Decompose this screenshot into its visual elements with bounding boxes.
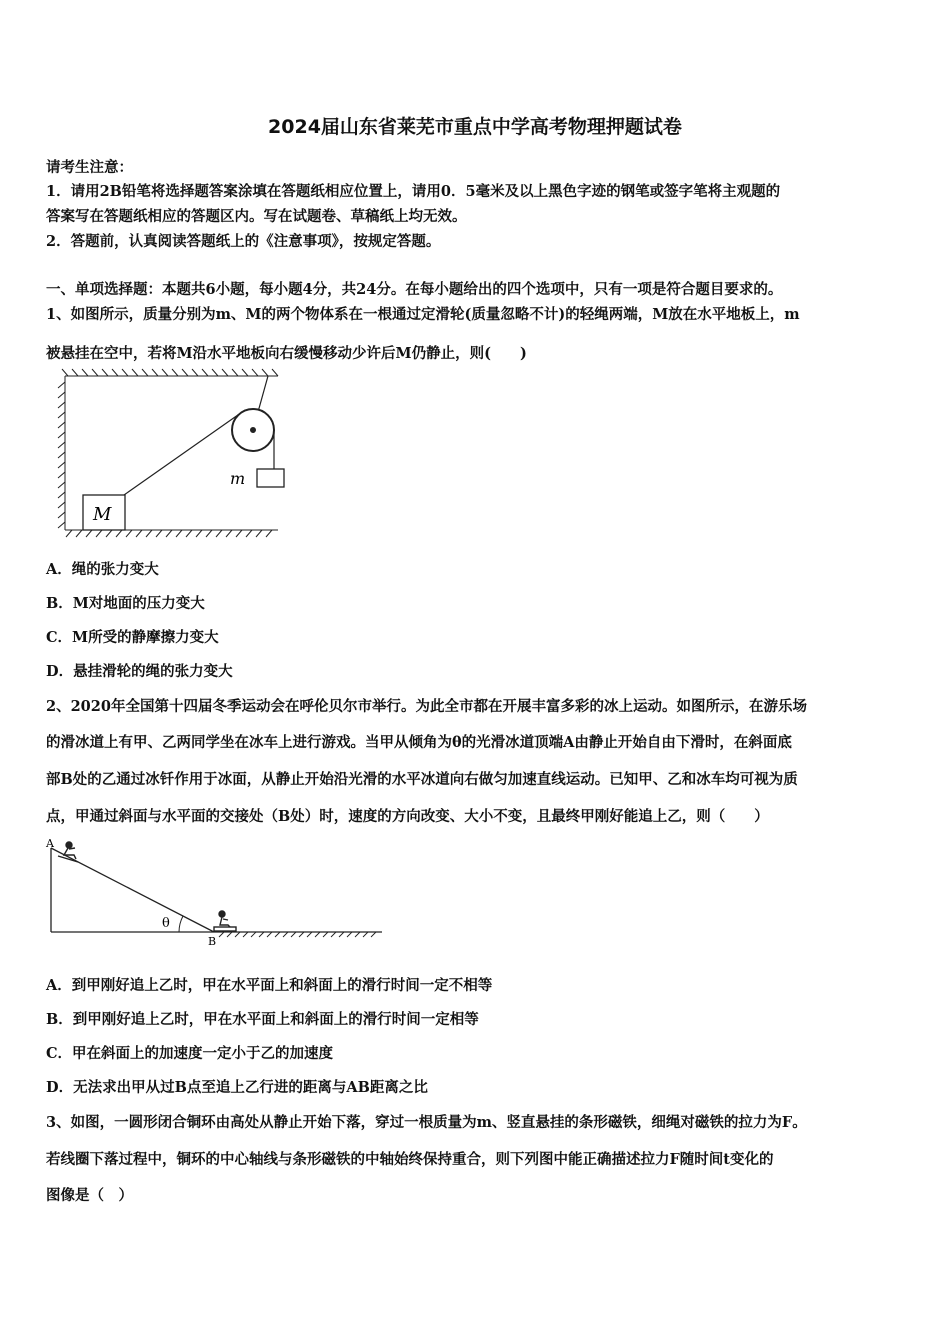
- q1-stem-line-2: 被悬挂在空中，若将M沿水平地板向右缓慢移动少许后M仍静止，则( ): [46, 345, 527, 362]
- q2-figure: [44, 836, 389, 948]
- q2-option-d: D．无法求出甲从过B点至追上乙行进的距离与AB距离之比: [46, 1079, 428, 1096]
- rope-to-M: [124, 410, 245, 495]
- notice-item-2: 2．答题前，认真阅读答题纸上的《注意事项》，按规定答题。: [46, 233, 441, 250]
- q1-option-c: C．M所受的静摩擦力变大: [46, 629, 219, 646]
- sled-person-b-icon: [214, 911, 236, 931]
- notice-heading: 请考生注意：: [46, 159, 133, 176]
- label-M: M: [93, 504, 112, 525]
- q3-stem-line-1: 3、如图，一圆形闭合铜环由高处从静止开始下落，穿过一根质量为m、竖直悬挂的条形磁铁，细绳对磁铁的拉力为F。: [46, 1114, 807, 1131]
- sled-person-a-icon: [58, 842, 78, 862]
- q2-stem-line-2: 的滑冰道上有甲、乙两同学坐在冰车上进行游戏。当甲从倾角为θ的光滑冰道顶端A由静止开始自由下滑时，在斜面底: [46, 734, 792, 751]
- q2-stem-line-1: 2、2020年全国第十四届冬季运动会在呼伦贝尔市举行。为此全市都在开展丰富多彩的冰上运动。如图所示，在游乐场: [46, 698, 807, 715]
- q2-stem-line-3: 部B处的乙通过冰钎作用于冰面，从静止开始沿光滑的水平冰道向右做匀加速直线运动。已知甲、乙和冰车均可视为质: [46, 771, 798, 788]
- q3-stem-line-2: 若线圈下落过程中，铜环的中心轴线与条形磁铁的中轴始终保持重合，则下列图中能正确描述拉力F随时间t变化的: [46, 1151, 774, 1168]
- label-m: m: [230, 469, 246, 488]
- q2-option-b: B．到甲刚好追上乙时，甲在水平面上和斜面上的滑行时间一定相等: [46, 1011, 479, 1028]
- q1-option-b: B．M对地面的压力变大: [46, 595, 205, 612]
- q1-stem-line-1: 1、如图所示，质量分别为m、M的两个物体系在一根通过定滑轮(质量忽略不计)的轻绳两端，M放在水平地板上，m: [46, 306, 800, 323]
- page-title: 2024届山东省莱芜市重点中学高考物理押题试卷: [268, 116, 682, 138]
- angle-arc: [179, 916, 183, 932]
- notice-item-1: 1．请用2B铅笔将选择题答案涂填在答题纸相应位置上，请用0．5毫米及以上黑色字迹的钢笔或签字笔将主观题的: [46, 183, 781, 200]
- q1-option-a: A．绳的张力变大: [46, 561, 159, 578]
- floor: [65, 530, 278, 537]
- notice-item-1-cont: 答案写在答题纸相应的答题区内。写在试题卷、草稿纸上均无效。: [46, 208, 467, 225]
- label-B: B: [208, 935, 217, 948]
- q2-option-a: A．到甲刚好追上乙时，甲在水平面上和斜面上的滑行时间一定不相等: [46, 977, 493, 994]
- q1-figure: [50, 368, 290, 538]
- block-m: [257, 469, 284, 487]
- label-theta: θ: [162, 916, 170, 931]
- q2-option-c: C．甲在斜面上的加速度一定小于乙的加速度: [46, 1045, 334, 1062]
- ceiling: [62, 369, 278, 376]
- q3-stem-line-3: 图像是（ ）: [46, 1187, 133, 1204]
- left-wall: [58, 376, 65, 530]
- section-heading: 一、单项选择题：本题共6小题，每小题4分，共24分。在每小题给出的四个选项中，只有一项是符合题目要求的。: [46, 281, 783, 298]
- q1-option-d: D．悬挂滑轮的绳的张力变大: [46, 663, 233, 680]
- q2-stem-line-4: 点，甲通过斜面与水平面的交接处（B处）时，速度的方向改变、大小不变，且最终甲刚好能追上乙，则（ ）: [46, 808, 769, 825]
- label-A: A: [46, 837, 54, 850]
